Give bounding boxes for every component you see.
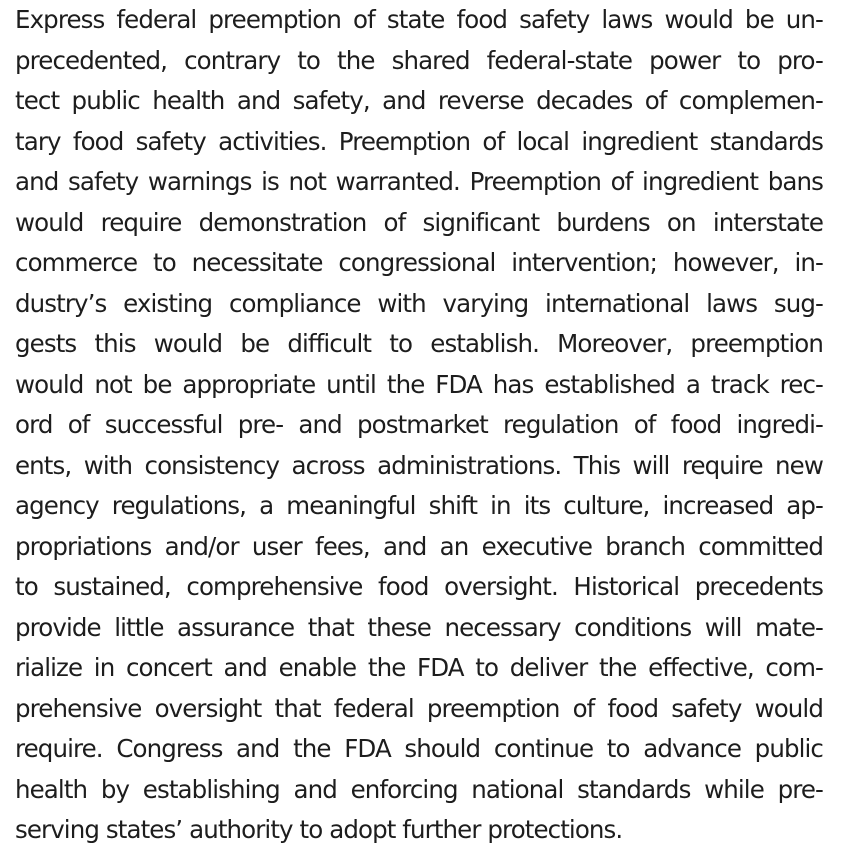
text-line: to sustained, comprehensive food oversight. Historical precedents <box>15 572 823 601</box>
text-line: health by establishing and enforcing national standards while pre- <box>15 774 823 804</box>
text-line: serving states’ authority to adopt further protections. <box>15 815 623 844</box>
text-line: dustry’s existing compliance with varying international laws sug- <box>15 288 823 318</box>
text-line: precedented, contrary to the shared federal-state power to pro- <box>15 45 823 75</box>
text-line: ord of successful pre- and postmarket regulation of food ingredi- <box>15 410 823 439</box>
text-line: Express federal preemption of state food safety laws would be un- <box>15 5 823 34</box>
text-line: rialize in concert and enable the FDA to deliver the effective, com- <box>15 653 823 682</box>
text-line: ents, with consistency across administrations. This will require new <box>15 450 823 480</box>
text-line: agency regulations, a meaningful shift in its culture, increased ap- <box>15 491 823 520</box>
text-line: prehensive oversight that federal preemption of food safety would <box>15 693 823 723</box>
text-line: tect public health and safety, and reverse decades of complemen- <box>15 86 823 115</box>
text-line: would not be appropriate until the FDA has established a track rec- <box>15 369 823 399</box>
text-line: and safety warnings is not warranted. Preemption of ingredient bans <box>15 167 823 196</box>
text-line: gests this would be difficult to establish. Moreover, preemption <box>15 329 823 358</box>
text-line: would require demonstration of significant burdens on interstate <box>15 207 823 237</box>
body-paragraph <box>15 0 823 851</box>
text-line: tary food safety activities. Preemption of local ingredient standards <box>15 126 823 156</box>
text-line: require. Congress and the FDA should continue to advance public <box>15 734 823 763</box>
text-line: propriations and/or user fees, and an executive branch committed <box>15 531 823 561</box>
text-line: provide little assurance that these necessary conditions will mate- <box>15 612 823 642</box>
text-line: commerce to necessitate congressional intervention; however, in- <box>15 248 823 277</box>
